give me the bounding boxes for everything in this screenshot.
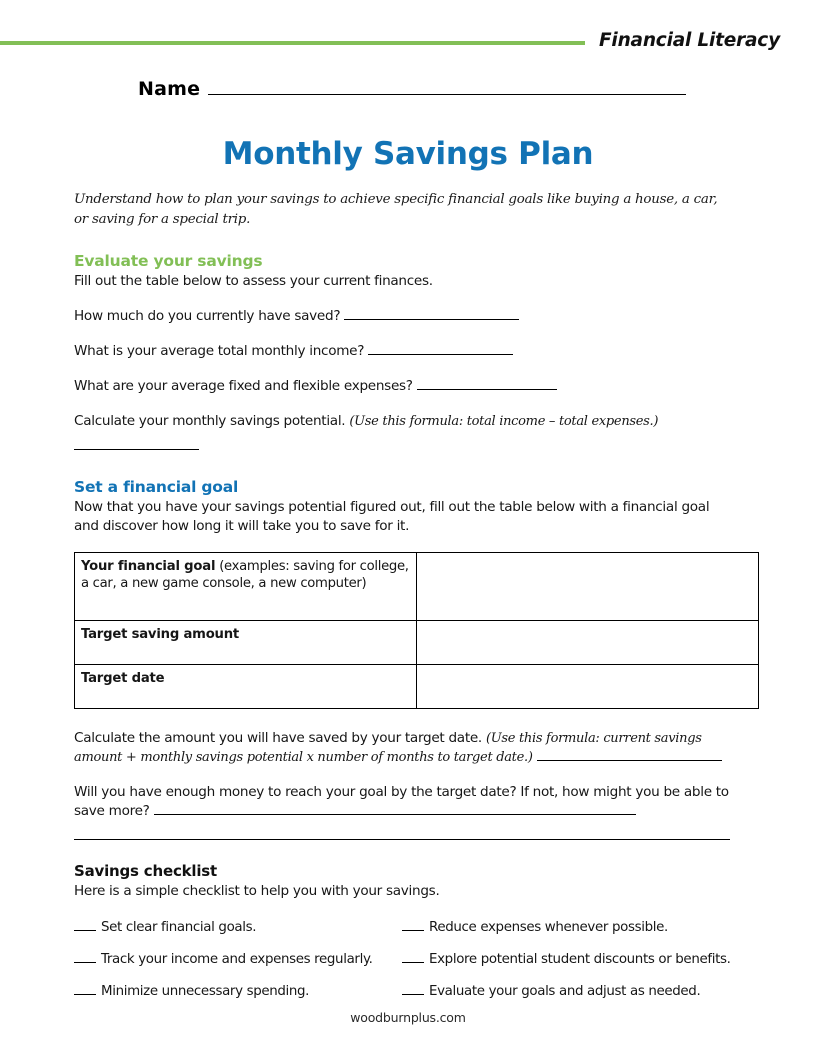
question-expenses-label: What are your average fixed and flexible expenses? [74, 378, 413, 394]
target-date-value[interactable] [417, 665, 759, 709]
goal-row-value[interactable] [417, 553, 759, 621]
name-input-blank[interactable] [208, 80, 686, 95]
question-enough-money [74, 783, 734, 840]
worksheet-content [74, 190, 734, 1015]
list-item-label: Evaluate your goals and adjust as needed. [429, 984, 701, 999]
savings-potential-formula: (Use this formula: total income – total expenses.) [349, 414, 659, 429]
checklist-column-left [74, 919, 402, 1015]
page-header [0, 30, 816, 60]
question-current-savings-blank[interactable] [344, 307, 519, 320]
savings-potential-blank[interactable] [74, 437, 199, 450]
saved-by-target-label: Calculate the amount you will have saved by your target date. [74, 730, 482, 746]
page-title: Monthly Savings Plan [222, 136, 594, 172]
goal-row-label [75, 553, 417, 621]
goal-instruction: Now that you have your savings potential figured out, fill out the table below with a financial goal and discover how long it will take you to save for it. [74, 499, 710, 534]
table-row [75, 621, 759, 665]
checkbox-blank[interactable] [402, 983, 424, 995]
enough-money-blank-2[interactable] [74, 839, 730, 840]
list-item[interactable] [402, 919, 734, 935]
table-row [75, 665, 759, 709]
target-amount-label-strong: Target saving amount [81, 627, 240, 642]
checkbox-blank[interactable] [402, 919, 424, 931]
saved-by-target-formula: (Use this formula: current savings amount + monthly savings potential x number of months to target date.) [74, 731, 702, 765]
section-heading-checklist: Savings checklist [74, 862, 218, 880]
question-expenses-blank[interactable] [417, 377, 557, 390]
checklist-column-right [402, 919, 734, 1015]
subject-label: Financial Literacy [599, 30, 780, 51]
financial-goal-table [74, 552, 759, 709]
target-date-label-strong: Target date [81, 671, 165, 686]
section-heading-goal: Set a financial goal [74, 478, 239, 496]
question-current-savings [74, 307, 734, 326]
saved-by-target-blank[interactable] [537, 748, 722, 761]
list-item[interactable] [74, 983, 402, 999]
checkbox-blank[interactable] [74, 951, 96, 963]
name-field-row [138, 78, 686, 100]
goal-label-strong: Your financial goal [81, 559, 216, 574]
target-date-label [75, 665, 417, 709]
checklist-instruction: Here is a simple checklist to help you with your savings. [74, 883, 440, 899]
savings-checklist [74, 919, 734, 1015]
enough-money-label: Will you have enough money to reach your goal by the target date? If not, how might you be able to save more? [74, 784, 729, 819]
question-monthly-income-label: What is your average total monthly income? [74, 343, 365, 359]
question-monthly-income-blank[interactable] [368, 342, 513, 355]
intro-text: Understand how to plan your savings to achieve specific financial goals like buying a house, a car, or saving for a special trip. [74, 192, 718, 227]
header-green-rule [0, 41, 585, 45]
list-item[interactable] [74, 919, 402, 935]
goal-label-rest: (examples: saving for college, a car, a new game console, a new computer) [81, 559, 409, 591]
section-heading-evaluate: Evaluate your savings [74, 252, 263, 270]
footer-site-name: woodburnplus.com [350, 1010, 466, 1025]
list-item[interactable] [74, 951, 402, 967]
target-amount-label [75, 621, 417, 665]
checkbox-blank[interactable] [402, 951, 424, 963]
list-item-label: Track your income and expenses regularly. [101, 952, 373, 967]
target-amount-value[interactable] [417, 621, 759, 665]
table-row [75, 553, 759, 621]
checkbox-blank[interactable] [74, 983, 96, 995]
enough-money-blank-1[interactable] [154, 802, 636, 815]
savings-potential-label: Calculate your monthly savings potential. [74, 413, 346, 429]
name-label: Name [138, 78, 201, 100]
list-item-label: Explore potential student discounts or benefits. [429, 952, 731, 967]
question-expenses [74, 377, 734, 396]
question-monthly-income [74, 342, 734, 361]
evaluate-instruction: Fill out the table below to assess your current finances. [74, 273, 433, 289]
list-item[interactable] [402, 951, 734, 967]
list-item[interactable] [402, 983, 734, 999]
question-saved-by-target-date [74, 729, 734, 767]
question-current-savings-label: How much do you currently have saved? [74, 308, 341, 324]
list-item-label: Minimize unnecessary spending. [101, 984, 310, 999]
list-item-label: Set clear financial goals. [101, 920, 257, 935]
question-savings-potential [74, 412, 734, 456]
checkbox-blank[interactable] [74, 919, 96, 931]
list-item-label: Reduce expenses whenever possible. [429, 920, 668, 935]
